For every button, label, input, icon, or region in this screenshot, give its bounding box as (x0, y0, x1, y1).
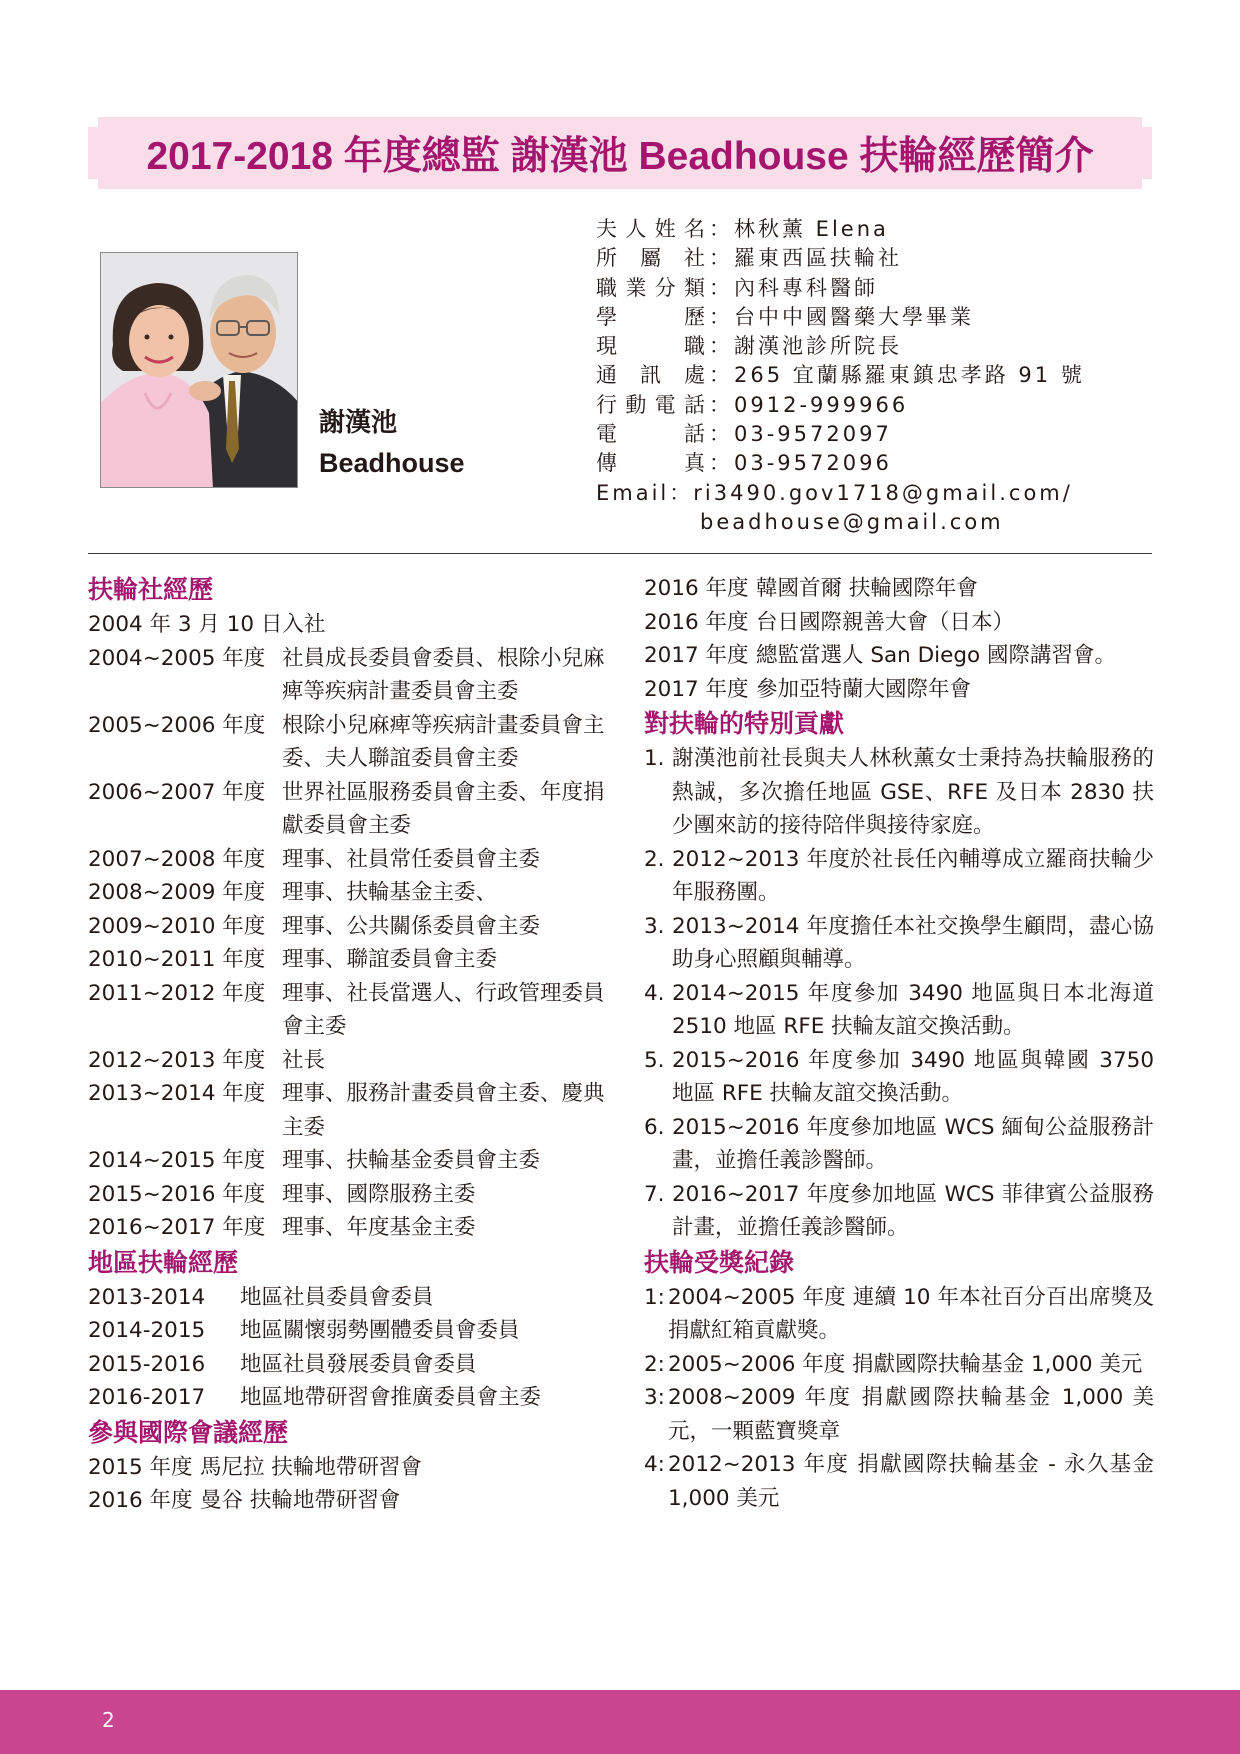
item-number: 4: (644, 1452, 665, 1477)
info-value: 03-9572097 (734, 422, 892, 447)
entry-year: 2015-2016 (88, 1351, 206, 1377)
info-value: 265 宜蘭縣羅東鎮忠孝路 91 號 (734, 363, 1085, 388)
info-label: 所屬社 (596, 246, 708, 271)
entry-description: 理事、社長當選人、行政管理委員會主委 (282, 980, 605, 1039)
intl-meeting-entry (88, 1451, 608, 1485)
title-banner (88, 117, 1152, 189)
item-number: 3: (644, 1385, 665, 1410)
club-history-entry (88, 977, 608, 1044)
award-item (644, 1381, 1154, 1448)
email-address-2[interactable]: beadhouse@gmail.com (700, 509, 1004, 534)
info-label: 職業分類 (596, 275, 708, 300)
page-number: 2 (102, 1708, 115, 1732)
item-text: 2012~2013 年度於社長任內輔導成立羅商扶輪少年服務團。 (672, 846, 1154, 905)
item-text: 謝漢池前社長與夫人林秋薰女士秉持為扶輪服務的熱誠，多次擔任地區 GSE、RFE 及日本 2830 扶少團來訪的接待陪伴與接待家庭。 (672, 746, 1154, 838)
entry-year: 2007~2008 年度 (88, 846, 266, 872)
entry-description: 地區社員發展委員會委員 (240, 1351, 477, 1377)
entry-description: 參加亞特蘭大國際年會 (756, 676, 972, 702)
entry-description: 理事、公共關係委員會主委 (282, 913, 541, 939)
club-history-entry (88, 910, 608, 944)
info-row-fax (596, 449, 1085, 478)
info-label: 電話 (596, 422, 708, 447)
contribution-item (644, 910, 1154, 977)
contribution-item (644, 843, 1154, 910)
entry-year: 2008~2009 年度 (88, 880, 266, 905)
intl-meeting-entry (644, 606, 1154, 640)
banner-corner (88, 179, 98, 189)
item-text: 2015~2016 年度參加地區 WCS 緬甸公益服務計畫，並擔任義診醫師。 (672, 1114, 1154, 1173)
info-row-spouse (596, 215, 1085, 244)
info-label: 通訊處 (596, 363, 708, 388)
info-value: 台中中國醫藥大學畢業 (734, 304, 974, 329)
intl-meeting-entry (644, 639, 1154, 673)
entry-description: 理事、國際服務主委 (282, 1181, 476, 1207)
banner-corner (88, 117, 98, 127)
district-history-entry (88, 1348, 608, 1382)
info-separator: ： (709, 451, 733, 476)
club-history-entry (88, 1077, 608, 1144)
club-history-entry (88, 1211, 608, 1245)
entry-description: 理事、扶輪基金委員會主委 (282, 1148, 541, 1173)
info-separator: ： (709, 422, 733, 447)
section-heading-contributions: 對扶輪的特別貢獻 (644, 709, 845, 738)
entry-description: 社員成長委員會委員、根除小兒麻痺等疾病計畫委員會主委 (282, 645, 605, 704)
club-history-entry (88, 943, 608, 977)
section-heading-club-history: 扶輪社經歷 (88, 575, 214, 604)
entry-year: 2014~2015 年度 (88, 1148, 266, 1173)
entry-description: 理事、服務計畫委員會主委、慶典主委 (282, 1081, 605, 1140)
join-date: 2004 年 3 月 10 日入社 (88, 612, 326, 637)
intl-meeting-entry (644, 673, 1154, 707)
item-number: 2: (644, 1351, 665, 1377)
item-number: 5. (644, 1047, 665, 1073)
info-value: 0912-999966 (734, 392, 909, 417)
club-history-entry (88, 642, 608, 709)
entry-year: 2010~2011 年度 (88, 947, 266, 972)
contribution-item (644, 1044, 1154, 1111)
entry-year: 2006~2007 年度 (88, 779, 266, 805)
entry-description: 韓國首爾 扶輪國際年會 (756, 576, 978, 601)
info-separator: ： (709, 334, 733, 359)
info-label: 行動電話 (596, 392, 708, 417)
info-separator: ： (709, 304, 733, 329)
info-label: 現職 (596, 334, 708, 359)
intl-meeting-entry (88, 1484, 608, 1518)
entry-description: 理事、社員常任委員會主委 (282, 846, 541, 872)
entry-description: 理事、扶輪基金主委、 (282, 880, 498, 905)
club-history-entry (88, 776, 608, 843)
award-item (644, 1348, 1154, 1382)
entry-year: 2009~2010 年度 (88, 913, 266, 939)
item-text: 2004~2005 年度 連續 10 年本社百分百出席獎及捐獻紅箱貢獻獎。 (668, 1284, 1154, 1343)
entry-year: 2005~2006 年度 (88, 712, 266, 738)
info-row-mobile (596, 391, 1085, 420)
entry-year: 2012~2013 年度 (88, 1047, 266, 1073)
entry-description: 社長 (282, 1047, 326, 1073)
item-text: 2008~2009 年度 捐獻國際扶輪基金 1,000 美元，一顆藍寶獎章 (668, 1385, 1154, 1444)
contribution-item (644, 1178, 1154, 1245)
info-label: 夫人姓名 (596, 217, 708, 241)
entry-description: 理事、聯誼委員會主委 (282, 947, 498, 972)
banner-corner (1142, 117, 1152, 127)
info-row-classification (596, 274, 1085, 303)
item-text: 2016~2017 年度參加地區 WCS 菲律賓公益服務計畫，並擔任義診醫師。 (672, 1181, 1154, 1240)
info-label: 學歷 (596, 304, 708, 329)
portrait-photo (100, 252, 298, 488)
info-separator: ： (709, 217, 733, 241)
entry-description: 地區關懷弱勢團體委員會委員 (240, 1318, 520, 1343)
info-value: 謝漢池診所院長 (734, 334, 902, 359)
entry-year: 2014-2015 (88, 1318, 206, 1343)
info-row-position (596, 332, 1085, 361)
info-label: 傳真 (596, 451, 708, 476)
info-separator: ： (709, 246, 733, 271)
entry-year: 2016 年度 (644, 609, 749, 635)
entry-year: 2017 年度 (644, 676, 749, 702)
intl-meeting-entry (644, 572, 1154, 606)
page-title: 2017-2018 年度總監 謝漢池 Beadhouse 扶輪經歷簡介 (146, 135, 1094, 178)
section-heading-district-history: 地區扶輪經歷 (88, 1247, 239, 1277)
entry-year: 2016 年度 (644, 576, 749, 601)
entry-description: 台日國際親善大會（日本） (756, 609, 1015, 635)
name-chinese: 謝漢池 (319, 408, 398, 438)
info-separator: ： (709, 392, 733, 417)
entry-description: 地區社員委員會委員 (240, 1284, 434, 1310)
info-row-address (596, 361, 1085, 390)
info-row-club (596, 244, 1085, 273)
entry-year: 2015 年度 (88, 1454, 193, 1480)
entry-year: 2017 年度 (644, 643, 749, 668)
item-number: 6. (644, 1114, 665, 1140)
entry-year: 2011~2012 年度 (88, 980, 266, 1006)
entry-year: 2016~2017 年度 (88, 1215, 266, 1240)
left-column (88, 572, 608, 1518)
district-history-entry (88, 1281, 608, 1315)
contribution-item (644, 1111, 1154, 1178)
email-label: Email： (596, 480, 694, 505)
entry-description: 總監當選人 San Diego 國際講習會。 (756, 643, 1117, 668)
info-row-phone (596, 420, 1085, 449)
info-value: 林秋薰 Elena (734, 217, 889, 241)
entry-year: 2013~2014 年度 (88, 1081, 266, 1106)
entry-description: 馬尼拉 扶輪地帶研習會 (200, 1454, 422, 1480)
entry-description: 理事、年度基金主委 (282, 1215, 476, 1240)
entry-year: 2016-2017 (88, 1385, 206, 1410)
item-text: 2005~2006 年度 捐獻國際扶輪基金 1,000 美元 (668, 1351, 1143, 1377)
info-row-email (596, 479, 1085, 508)
entry-year: 2015~2016 年度 (88, 1181, 266, 1207)
info-separator: ： (709, 275, 733, 300)
club-history-entry (88, 1178, 608, 1212)
portrait-illustration (101, 253, 298, 488)
club-history-entry (88, 843, 608, 877)
district-history-entry (88, 1314, 608, 1348)
club-history-entry (88, 1144, 608, 1178)
entry-year: 2004~2005 年度 (88, 645, 266, 671)
name-english: Beadhouse (319, 448, 465, 478)
email-address-1[interactable]: ri3490.gov1718@gmail.com/ (693, 480, 1073, 505)
entry-description: 地區地帶研習會推廣委員會主委 (240, 1385, 542, 1410)
contribution-item (644, 742, 1154, 843)
info-value: 內科專科醫師 (734, 275, 878, 300)
item-number: 4. (644, 980, 665, 1006)
entry-description: 根除小兒麻痺等疾病計畫委員會主委、夫人聯誼委員會主委 (282, 712, 605, 771)
item-number: 7. (644, 1181, 665, 1207)
entry-year: 2013-2014 (88, 1284, 206, 1310)
entry-year: 2016 年度 (88, 1488, 193, 1513)
item-number: 3. (644, 913, 665, 939)
entry-description: 曼谷 扶輪地帶研習會 (200, 1488, 401, 1513)
banner-corner (1142, 179, 1152, 189)
info-value: 03-9572096 (734, 451, 892, 476)
club-history-entry (88, 876, 608, 910)
personal-info (596, 215, 1085, 537)
divider-line (88, 553, 1152, 554)
item-number: 2. (644, 846, 665, 872)
district-history-entry (88, 1381, 608, 1415)
award-item (644, 1448, 1154, 1515)
item-text: 2012~2013 年度 捐獻國際扶輪基金 - 永久基金 1,000 美元 (668, 1452, 1154, 1511)
contribution-item (644, 977, 1154, 1044)
item-number: 1: (644, 1284, 665, 1310)
info-row-email-continued (596, 508, 1085, 537)
club-history-entry (88, 709, 608, 776)
section-heading-intl-meetings: 參與國際會議經歷 (88, 1417, 289, 1447)
section-heading-awards: 扶輪受獎紀錄 (644, 1247, 795, 1277)
entry-description: 世界社區服務委員會主委、年度捐獻委員會主委 (282, 779, 605, 838)
item-text: 2013~2014 年度擔任本社交換學生顧問，盡心協助身心照顧與輔導。 (672, 913, 1154, 972)
footer-bar (0, 1690, 1240, 1754)
item-text: 2014~2015 年度參加 3490 地區與日本北海道 2510 地區 RFE 扶輪友誼交換活動。 (672, 980, 1154, 1039)
info-row-education (596, 303, 1085, 332)
club-history-entry (88, 1044, 608, 1078)
right-column (644, 572, 1154, 1515)
item-text: 2015~2016 年度參加 3490 地區與韓國 3750 地區 RFE 扶輪友誼交換活動。 (672, 1047, 1154, 1106)
item-number: 1. (644, 746, 665, 771)
info-separator: ： (709, 363, 733, 388)
award-item (644, 1281, 1154, 1348)
info-value: 羅東西區扶輪社 (734, 246, 902, 271)
